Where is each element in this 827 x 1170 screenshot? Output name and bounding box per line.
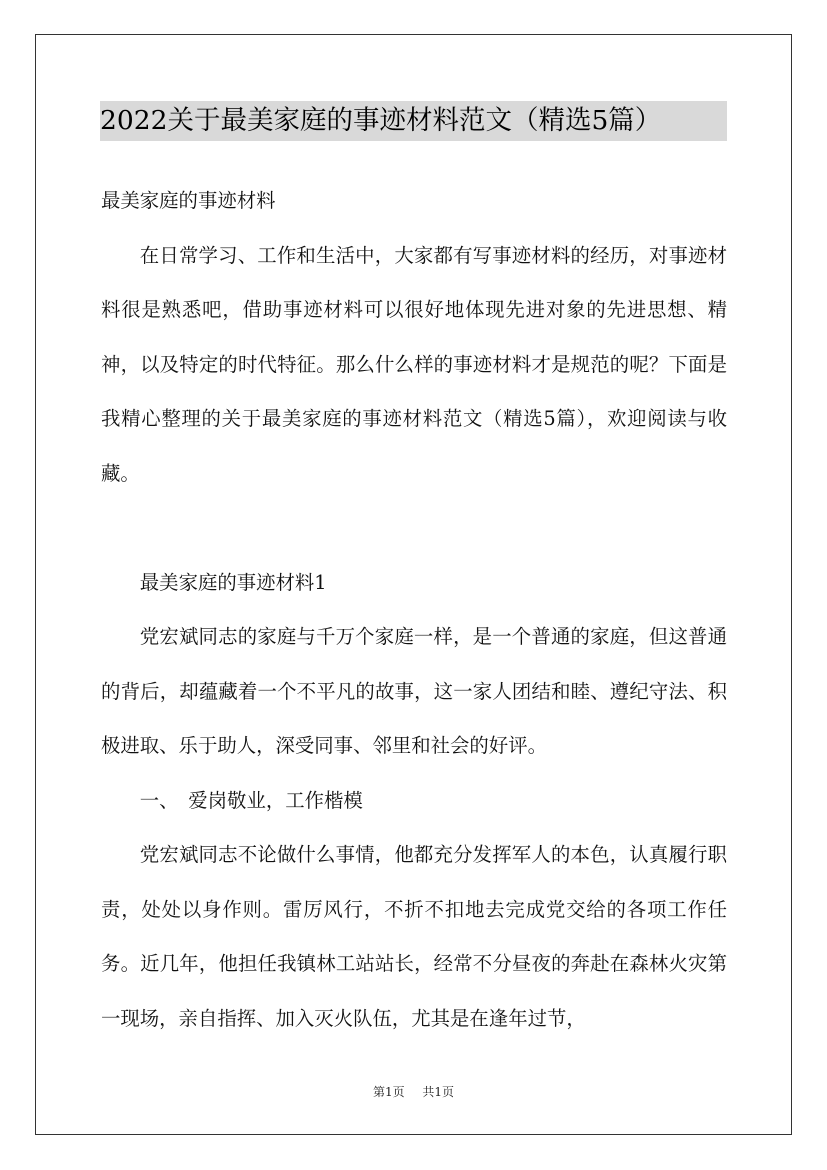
document-body bbox=[101, 174, 727, 1046]
page-total: 共1页 bbox=[422, 1085, 455, 1099]
document-title: 2022关于最美家庭的事迹材料范文（精选5篇） bbox=[100, 101, 727, 141]
blank-line bbox=[101, 501, 727, 556]
body-paragraph: 党宏斌同志不论做什么事情，他都充分发挥军人的本色，认真履行职责，处处以身作则。雷厉风行，不折不扣地去完成党交给的各项工作任务。近几年，他担任我镇林工站站长，经常不分昼夜的奔赴在森林火灾第一现场，亲自指挥、加入灭火队伍，尤其是在逢年过节， bbox=[101, 843, 727, 1030]
subsection-heading: 最美家庭的事迹材料1 bbox=[139, 570, 327, 594]
list-heading: 一、 爱岗敬业，工作楷模 bbox=[139, 788, 363, 812]
section-heading: 最美家庭的事迹材料 bbox=[101, 189, 276, 212]
body-paragraph: 党宏斌同志的家庭与千万个家庭一样，是一个普通的家庭，但这普通的背后，却蕴藏着一个不平凡的故事，这一家人团结和睦、遵纪守法、积极进取、乐于助人，深受同事、邻里和社会的好评。 bbox=[101, 625, 727, 757]
page-number: 第1页 bbox=[372, 1085, 405, 1099]
page-footer bbox=[0, 1084, 827, 1100]
intro-paragraph: 在日常学习、工作和生活中，大家都有写事迹材料的经历，对事迹材料很是熟悉吧，借助事迹材料可以很好地体现先进对象的先进思想、精神，以及特定的时代特征。那么什么样的事迹材料才是规范的呢？下面是我精心整理的关于最美家庭的事迹材料范文（精选5篇），欢迎阅读与收藏。 bbox=[101, 243, 727, 485]
